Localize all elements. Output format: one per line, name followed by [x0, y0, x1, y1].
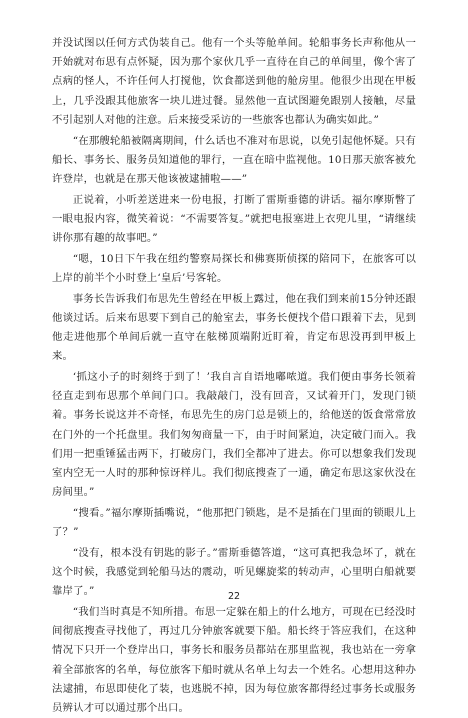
paragraph: “我们当时真是不知所措。布思一定躲在船上的什么地方，可现在已经没时间彻底搜查寻找他了，再过几分钟旅客就要下船。船长终于答应我们，在这种情况下只开一个登岸出口，事务长和服务员都站在那里监视，我也站在一旁拿着全部旅客的名单，每位旅客下船时就从名单上勾去一个姓名。心想用这种办法逮捕，布思即使化了装，也逃脱不掉，因为每位旅客都得经过事务长或服务员辨认才可以通过那个出口。	[52, 605, 416, 714]
paragraph: 并没试图以任何方式伪装自己。他有一个头等舱单间。轮船事务长声称他从一开始就对布思有点怀疑，因为那个家伙几乎一直待在自己的单间里，像个害了点病的怪人，不许任何人打搅他，饮食都送到他的舱房里。他很少出现在甲板上，几乎没跟其他旅客一块儿进过餐。显然他一直试图避免跟别人接触，尽量不引起别人对他的注意。后来接受采访的一些旅客也都认为确实如此。”	[52, 37, 416, 126]
paragraph: 事务长告诉我们布思先生曾经在甲板上露过，他在我们到来前15分钟还跟他谈过话。后来布思要下到自己的舱室去，事务长便找个借口跟着下去，见到他走进他那个单间后就一直守在舷梯顶端附近盯着，肯定布思没再到甲板上来。	[52, 292, 416, 363]
body-text	[52, 34, 416, 718]
paragraph: “嗯，10日下午我在纽约警察局探长和佛赛斯侦探的陪同下，在旅客可以上岸的前半个小时登上‘皇后’号客轮。	[52, 252, 416, 284]
paragraph: ‘抓这小子的时刻终于到了！’我自言自语地嘟哝道。我们便由事务长领着径直走到布思那个单间门口。我敲敲门，没有回音，又试着开门，发现门锁着。事务长说这并不奇怪，布思先生的房门总是锁上的，给他送的饭食常常放在门外的一个托盘里。我们匆匆商量一下，由于时间紧迫，决定破门而入。我们用一把重锤猛击两下，打破房门，我们全都冲了进去。你可以想象我们发现室内空无一人时的那种惊讶样儿。我们彻底搜查了一通，确定布思这家伙没在房间里。”	[52, 370, 416, 499]
paragraph: “搜看。”福尔摩斯插嘴说，“他那把门锁匙，是不是插在门里面的锁眼儿上了？”	[52, 506, 416, 539]
paragraph: “没有，根本没有钥匙的影子。”雷斯垂德答道，“这可真把我急坏了，就在这个时候，我感觉到轮船马达的震动，听见螺旋桨的转动声，心里明白船就要靠岸了。”	[52, 546, 416, 598]
paragraph: “在那艘轮船被隔离期间，什么话也不准对布思说，以免引起他怀疑。只有船长、事务长、服务员知道他的罪行，一直在暗中监视他。10日那天旅客被允许登岸，也就是在那天他该被逮捕啦——”	[52, 134, 416, 185]
paragraph: 正说着，小听差送进来一份电报，打断了雷斯垂德的讲话。福尔摩斯瞥了一眼电报内容，微笑着说：“不需要答复。”就把电报塞进上衣兜儿里，“请继续讲你那有趣的故事吧。”	[52, 193, 416, 245]
page-number: 22	[227, 591, 241, 602]
